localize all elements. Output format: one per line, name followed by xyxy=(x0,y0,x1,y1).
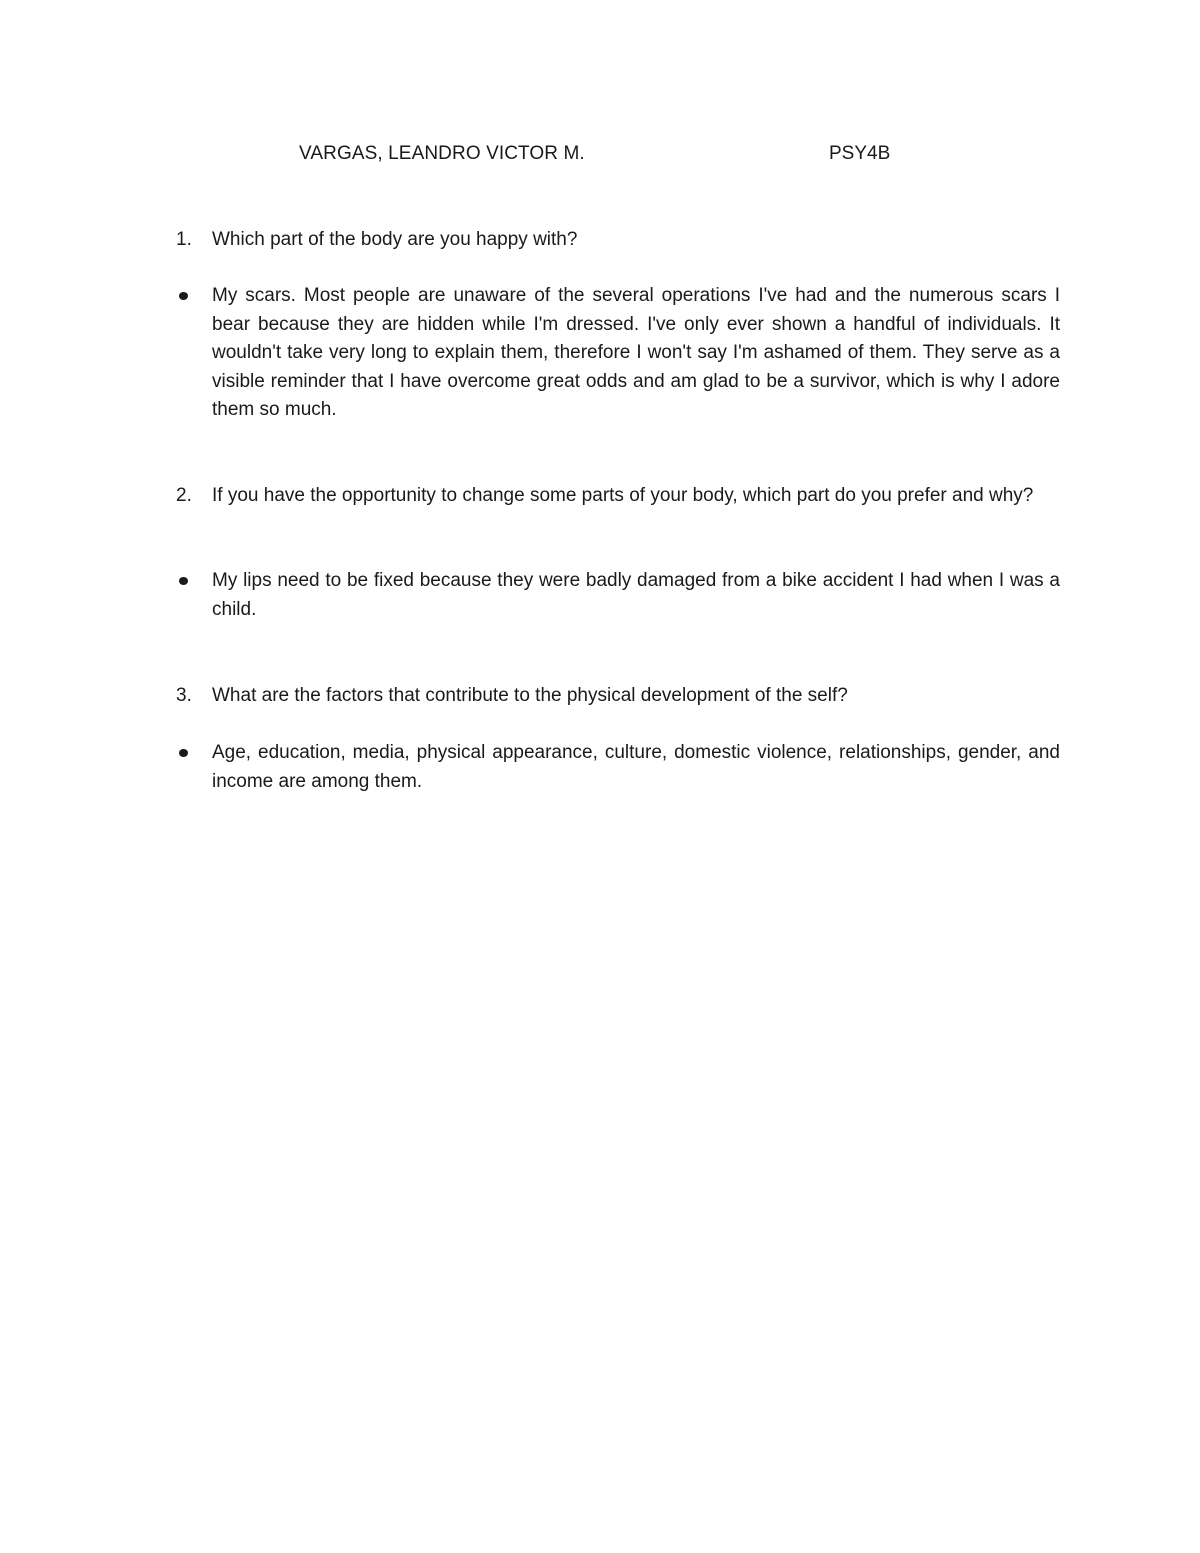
bullet-icon xyxy=(179,577,188,585)
answer-item xyxy=(176,567,1060,624)
question-text: Which part of the body are you happy with? xyxy=(212,229,578,250)
question-number: 2. xyxy=(176,485,192,506)
answer-text: My lips need to be fixed because they were badly damaged from a bike accident I had when I was a child. xyxy=(212,570,1060,620)
bullet-icon xyxy=(179,292,188,300)
question-number: 1. xyxy=(176,229,192,250)
question-item xyxy=(176,482,1066,511)
answer-text: My scars. Most people are unaware of the several operations I've had and the numerous scars I bear because they are hidden while I'm dressed. I've only ever shown a handful of individuals. It wouldn't take very long to explain them, therefore I won't say I'm ashamed of them. They serve as a visible reminder that I have overcome great odds and am glad to be a survivor, which is why I adore them so much. xyxy=(212,285,1060,420)
question-number: 3. xyxy=(176,685,192,706)
bullet-icon xyxy=(179,749,188,757)
answer-item xyxy=(176,739,1060,796)
question-text: What are the factors that contribute to the physical development of the self? xyxy=(212,685,848,706)
question-item xyxy=(176,226,1066,255)
question-item xyxy=(176,682,1066,711)
class-section: PSY4B xyxy=(829,143,891,164)
answer-item xyxy=(176,282,1060,425)
answer-text: Age, education, media, physical appearance, culture, domestic violence, relationships, gender, and income are among them. xyxy=(212,742,1060,792)
student-name: VARGAS, LEANDRO VICTOR M. xyxy=(299,143,585,164)
question-text: If you have the opportunity to change some parts of your body, which part do you prefer and why? xyxy=(212,485,1034,506)
